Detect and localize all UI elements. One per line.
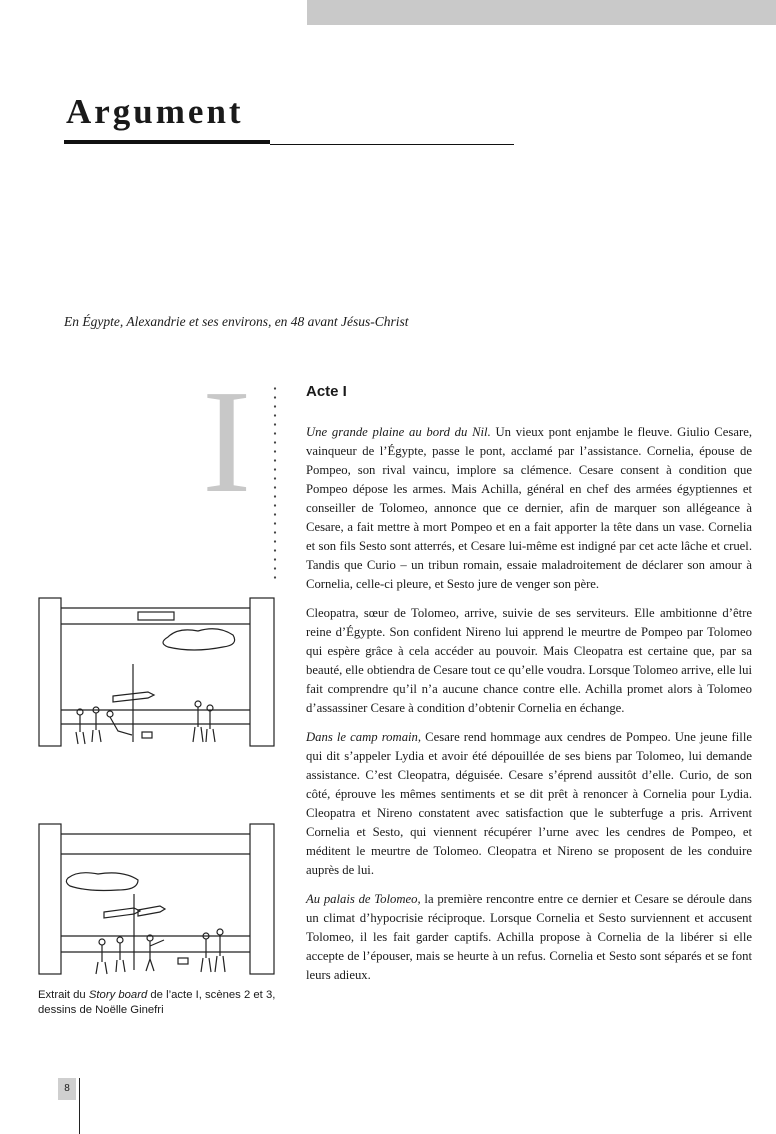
caption-prefix: Extrait du [38, 989, 89, 1001]
top-gray-bar [307, 0, 776, 25]
title-rule-thick [64, 140, 270, 144]
paragraph-1-text: Un vieux pont enjambe le fleuve. Giulio Cesare, vainqueur de l’Égypte, passe le pont, acclamé par l’assistance. Cornelia, épouse de Pompeo, son rival vaincu, implore sa clémence. Cesare consent à condition que Pompeo dépose les armes. Mais Achilla, général en chef des armées égyptiennes et conseiller de Tolomeo, annonce que ce dernier, afin de marquer son allégeance à Cesare, a fait mettre à mort Pompeo et en a fait apporter la tête dans un vase. Cornelia et son fils Sesto sont atterrés, et Cesare lui-même est indigné par cet acte lâche et cruel. Tandis que Curio – un tribun romain, essaie maladroitement de déclarer son amour à Cornelia, celle-ci pleure, et Sesto jure de venger son père. [306, 425, 753, 591]
paragraph-4-text: la première rencontre entre ce dernier et Cesare se déroule dans un climat d’hypocrisie réciproque. Lorsque Cornelia et Sesto surviennent et accusent Tolomeo, il les fait garder captifs. Achilla propose à Cornelia de la libérer si elle accepte de l’épouser, mais se heurte à un refus. Cornelia et Sesto sont séparés et se font leurs adieux. [306, 892, 752, 982]
sketch-caption [38, 988, 278, 1018]
page-number: 8 [58, 1078, 76, 1100]
caption-italic: Story board [88, 989, 148, 1001]
paragraph-3-text: Cesare rend hommage aux cendres de Pompeo. Une jeune fille qui dit s’appeler Lydia et avoir été dépouillée de ses biens par Tolomeo, lui demande assistance. C’est Cleopatra, déguisée. Cesare s’éprend aussitôt d’elle. Curio, de son côté, éprouve les mêmes sentiments et se dit prêt à renoncer à Cornelia pour Lydia. Cleopatra et Nireno constatent avec satisfaction que le subterfuge a pris. Arrivent Cornelia et Sesto, qui viennent récupérer l’urne avec les cendres de Pompeo, et méditent le meurtre de Tolomeo. Cleopatra et Nireno se proposent de les conduire auprès de lui. [306, 730, 752, 877]
page-title: Argument [66, 92, 244, 131]
paragraph-2-text: Cleopatra, sœur de Tolomeo, arrive, suivie de ses serviteurs. Elle ambitionne d’être reine d’Égypte. Son confident Nireno lui apprend le meurtre de Pompeo par Tolomeo qui espère grâce à cela accéder au pouvoir. Mais Cleopatra est certaine que, par sa beauté, elle obtiendra de Cesare tout ce qu’elle voudra. Lorsque Tolomeo arrive, elle lui fait comprendre qu’il n’a aucune chance contre elle. Achilla promet alors à Tolomeo d’assassiner Cesare à condition d’obtenir Cornelia en échange. [306, 606, 752, 715]
setting-line: En Égypte, Alexandrie et ses environs, en 48 avant Jésus-Christ [64, 314, 409, 329]
paragraph-1-lead: Une grande plaine au bord du Nil. [306, 425, 491, 439]
paragraph-4-lead: Au palais de Tolomeo, [306, 892, 421, 906]
storyboard-sketch-scene-3 [38, 818, 278, 982]
caption-suffix: de l’acte I, scènes 2 et 3, dessins de Noëlle Ginefri [38, 989, 276, 1016]
paragraph-3-lead: Dans le camp romain, [306, 730, 422, 744]
act-heading: Acte I [306, 383, 347, 400]
page-number-rule [79, 1078, 80, 1134]
paragraph-3 [306, 728, 752, 880]
paragraph-1 [306, 423, 752, 594]
title-rule-thin [270, 144, 514, 145]
paragraph-4 [306, 890, 752, 985]
paragraph-2 [306, 604, 752, 718]
storyboard-sketch-scene-2 [38, 592, 278, 752]
dropcap-roman-numeral: I [202, 360, 252, 524]
dotted-divider [273, 384, 277, 584]
argument-body [306, 423, 752, 995]
